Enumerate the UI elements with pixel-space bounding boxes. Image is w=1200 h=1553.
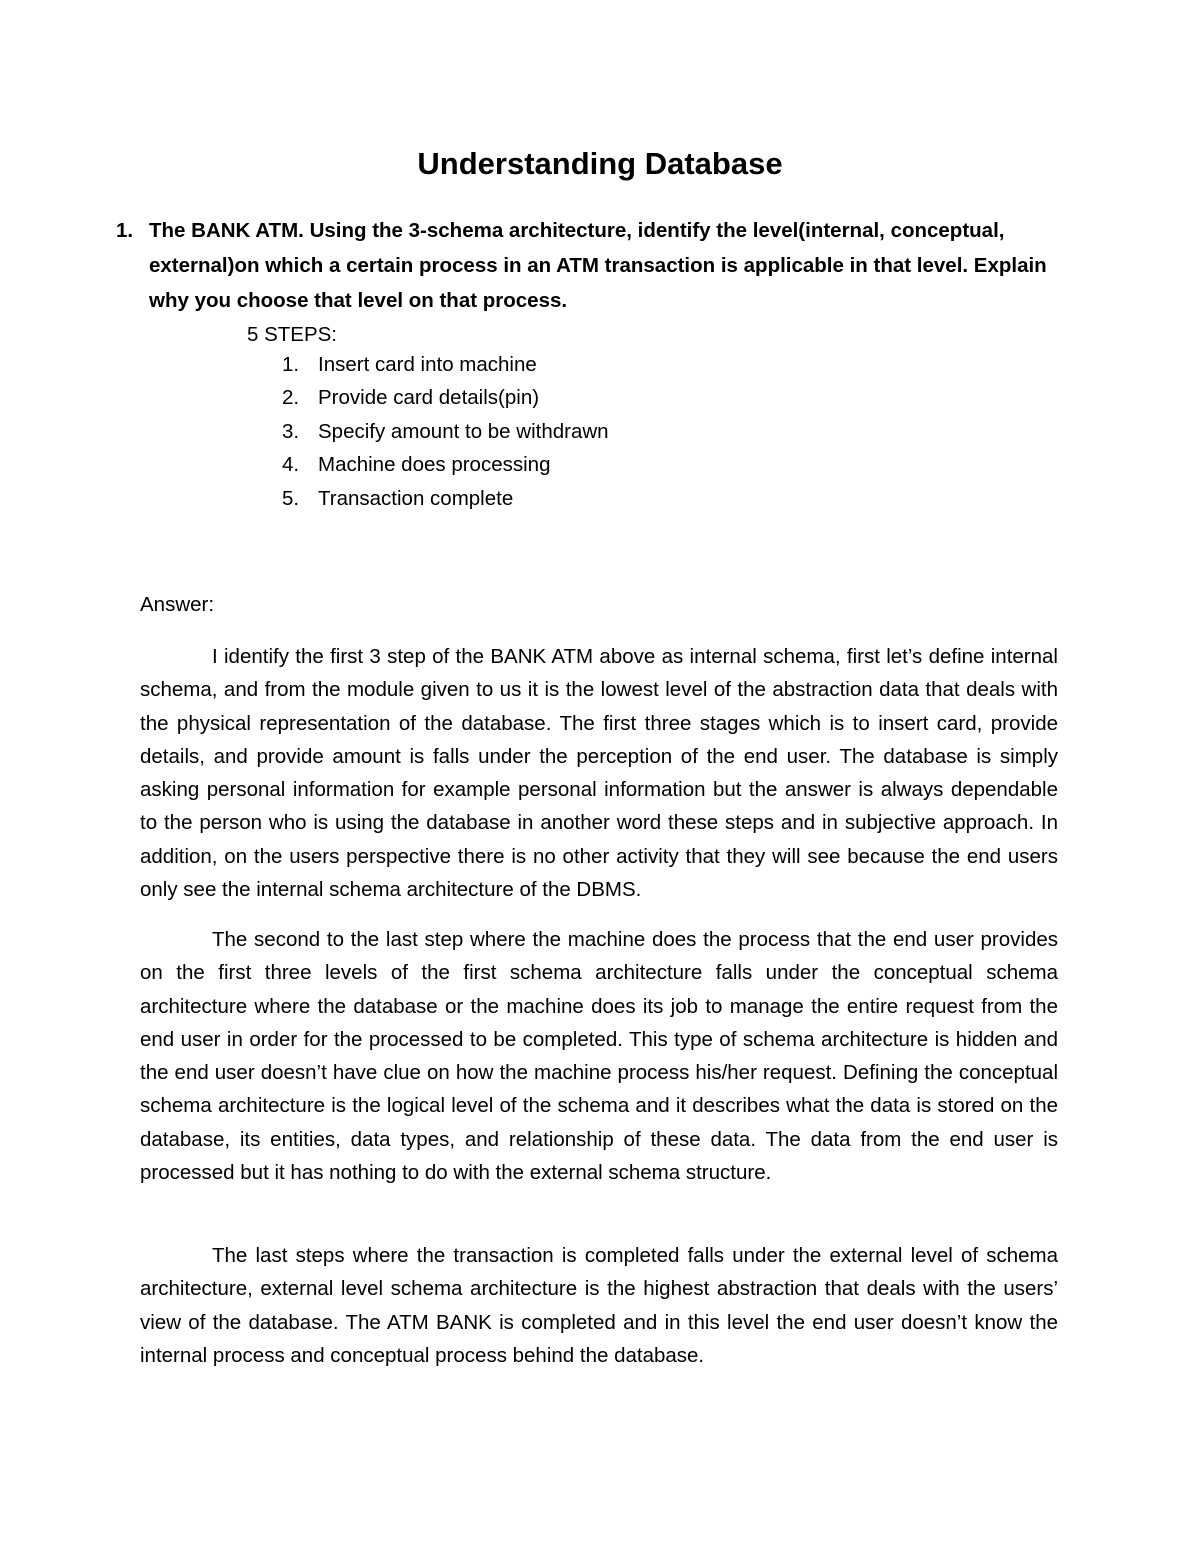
question-1 — [116, 213, 1076, 318]
answer-paragraph-3: The last steps where the transaction is completed falls under the external level of schema architecture, external level schema architecture is the highest abstraction that deals with the users’ view of the database. The ATM BANK is completed and in this level the end user doesn’t know the internal process and conceptual process behind the database. — [140, 1244, 1058, 1367]
step-text: Specify amount to be withdrawn — [318, 419, 609, 443]
question-text: The BANK ATM. Using the 3-schema architecture, identify the level(internal, conceptual, external)on which a certain process in an ATM transaction is applicable in that level. Explain why you choose that level on that process. — [149, 219, 1047, 312]
step-number: 5. — [282, 486, 300, 510]
question-number: 1. — [116, 219, 134, 242]
steps-heading: 5 STEPS: — [247, 323, 338, 346]
step-number: 1. — [282, 353, 300, 376]
step-number: 3. — [282, 419, 300, 443]
step-text: Transaction complete — [318, 486, 514, 510]
step-number: 2. — [282, 386, 300, 410]
step-text: Insert card into machine — [318, 353, 537, 376]
answer-label: Answer: — [140, 593, 215, 616]
step-text: Machine does processing — [318, 453, 551, 477]
step-number: 4. — [282, 453, 300, 477]
document-title: Understanding Database — [417, 146, 783, 181]
answer-paragraph-1: I identify the first 3 step of the BANK ATM above as internal schema, first let’s define internal schema, and from the module given to us it is the lowest level of the abstraction data that deals with the physical representation of the database. The first three stages which is to insert card, provide details, and provide amount is falls under the perception of the end user. The database is simply asking personal information for example personal information but the answer is always dependable to the person who is using the database in another word these steps and in subjective approach. In addition, on the users perspective there is no other activity that they will see because the end users only see the internal schema architecture of the DBMS. — [140, 645, 1058, 902]
answer-paragraph-2: The second to the last step where the machine does the process that the end user provides on the first three levels of the first schema architecture falls under the conceptual schema architecture where the database or the machine does its job to manage the entire request from the end user in order for the processed to be completed. This type of schema architecture is hidden and the end user doesn’t have clue on how the machine process his/her request. Defining the conceptual schema architecture is the logical level of the schema and it describes what the data is stored on the database, its entities, data types, and relationship of these data. The data from the end user is processed but it has nothing to do with the external schema structure. — [140, 928, 1058, 1185]
step-text: Provide card details(pin) — [318, 386, 540, 410]
